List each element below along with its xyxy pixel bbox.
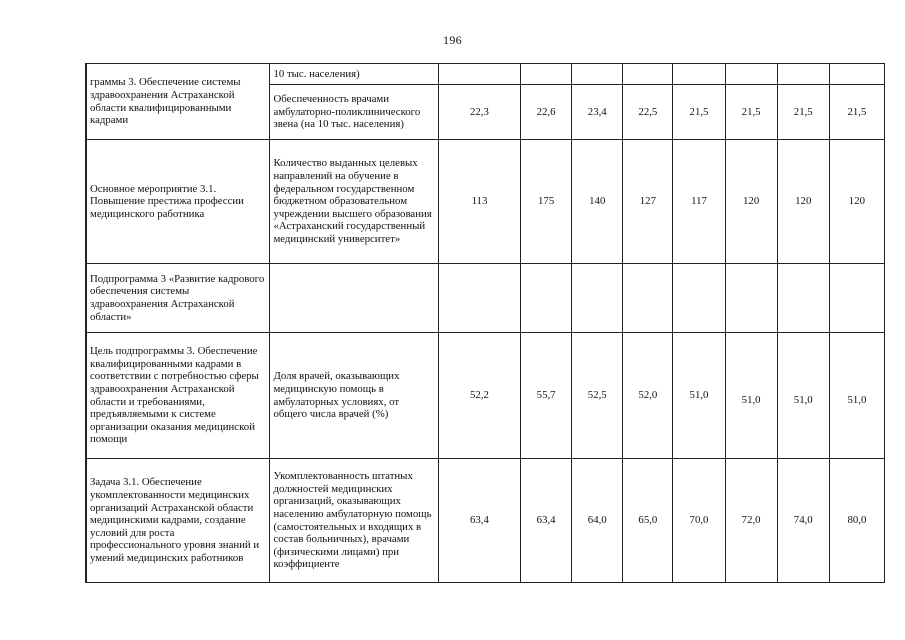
table-row [86,459,885,583]
value-cell: 120 [777,140,829,264]
value-cell [572,264,623,333]
value-cell [777,333,829,459]
value-text: 51,0 [847,394,867,407]
indicator-cell [270,264,438,333]
table-row [86,264,885,333]
value-cell [725,333,777,459]
value-text: 51,0 [793,394,813,407]
value-cell: 175 [521,140,572,264]
value-cell: 52,2 [438,333,520,459]
value-cell: 22,6 [521,85,572,140]
value-cell: 21,5 [673,85,725,140]
indicator-cell: Количество выданных целевых направлений на обучение в федеральном государственном бюджетном образовательном учреждении высшего образования «Астраханский государственный медицинский университет» [270,140,438,264]
value-cell: 22,5 [623,85,673,140]
value-cell: 65,0 [623,459,673,583]
value-cell: 23,4 [572,85,623,140]
value-cell: 120 [829,140,884,264]
value-cell: 63,4 [521,459,572,583]
value-cell: 21,5 [777,85,829,140]
value-cell: 140 [572,140,623,264]
indicator-cell: 10 тыс. населения) [270,64,438,85]
value-cell [623,264,673,333]
value-cell [829,64,884,85]
value-cell: 52,0 [623,333,673,459]
value-cell: 51,0 [673,333,725,459]
value-cell: 80,0 [829,459,884,583]
page-number: 196 [443,33,462,47]
value-cell: 70,0 [673,459,725,583]
activity-name-cell: граммы 3. Обеспечение системы здравоохранения Астраханской области квалифицированными кадрами [87,64,270,140]
table-row [86,140,885,264]
value-cell: 21,5 [725,85,777,140]
value-cell: 120 [725,140,777,264]
value-cell [623,64,673,85]
activity-name-cell: Цель подпрограммы 3. Обеспечение квалифицированными кадрами в соответствии с потребностью сферы здравоохранения Астраханской области и требованиями, предъявляемыми к системе организации оказания медицинской помощи [87,333,270,459]
indicator-cell: Обеспеченность врачами амбулаторно-поликлинического звена (на 10 тыс. населения) [270,85,438,140]
value-cell [521,264,572,333]
value-cell [725,264,777,333]
value-cell [521,64,572,85]
value-cell: 117 [673,140,725,264]
value-cell [829,333,884,459]
value-cell: 72,0 [725,459,777,583]
indicator-cell: Укомплектованность штатных должностей медицинских организаций, оказывающих населению амбулаторную помощь (самостоятельных и входящих в состав больничных), врачами (физическими лицами) при коэффициенте [270,459,438,583]
value-cell [673,64,725,85]
value-text: 51,0 [741,394,761,407]
activity-name-cell: Задача 3.1. Обеспечение укомплектованности медицинских организаций Астраханской области медицинскими кадрами, создание условий для роста профессионального уровня знаний и умений медицинских работников [87,459,270,583]
value-cell: 22,3 [438,85,520,140]
value-cell: 55,7 [521,333,572,459]
value-cell: 74,0 [777,459,829,583]
value-cell: 64,0 [572,459,623,583]
indicator-cell: Доля врачей, оказывающих медицинскую помощь в амбулаторных условиях, от общего числа врачей (%) [270,333,438,459]
value-cell [572,64,623,85]
value-cell [829,264,884,333]
value-cell [438,64,520,85]
value-cell [777,64,829,85]
value-cell [777,264,829,333]
indicator-table [85,63,885,583]
value-cell: 21,5 [829,85,884,140]
table-row [86,64,885,85]
value-cell: 63,4 [438,459,520,583]
value-cell: 113 [438,140,520,264]
activity-name-cell: Подпрограмма 3 «Развитие кадрового обеспечения системы здравоохранения Астраханской области» [87,264,270,333]
value-cell [673,264,725,333]
value-cell [725,64,777,85]
value-cell: 127 [623,140,673,264]
value-cell: 52,5 [572,333,623,459]
activity-name-cell: Основное мероприятие 3.1. Повышение престижа профессии медицинского работника [87,140,270,264]
table-row [86,333,885,459]
value-cell [438,264,520,333]
